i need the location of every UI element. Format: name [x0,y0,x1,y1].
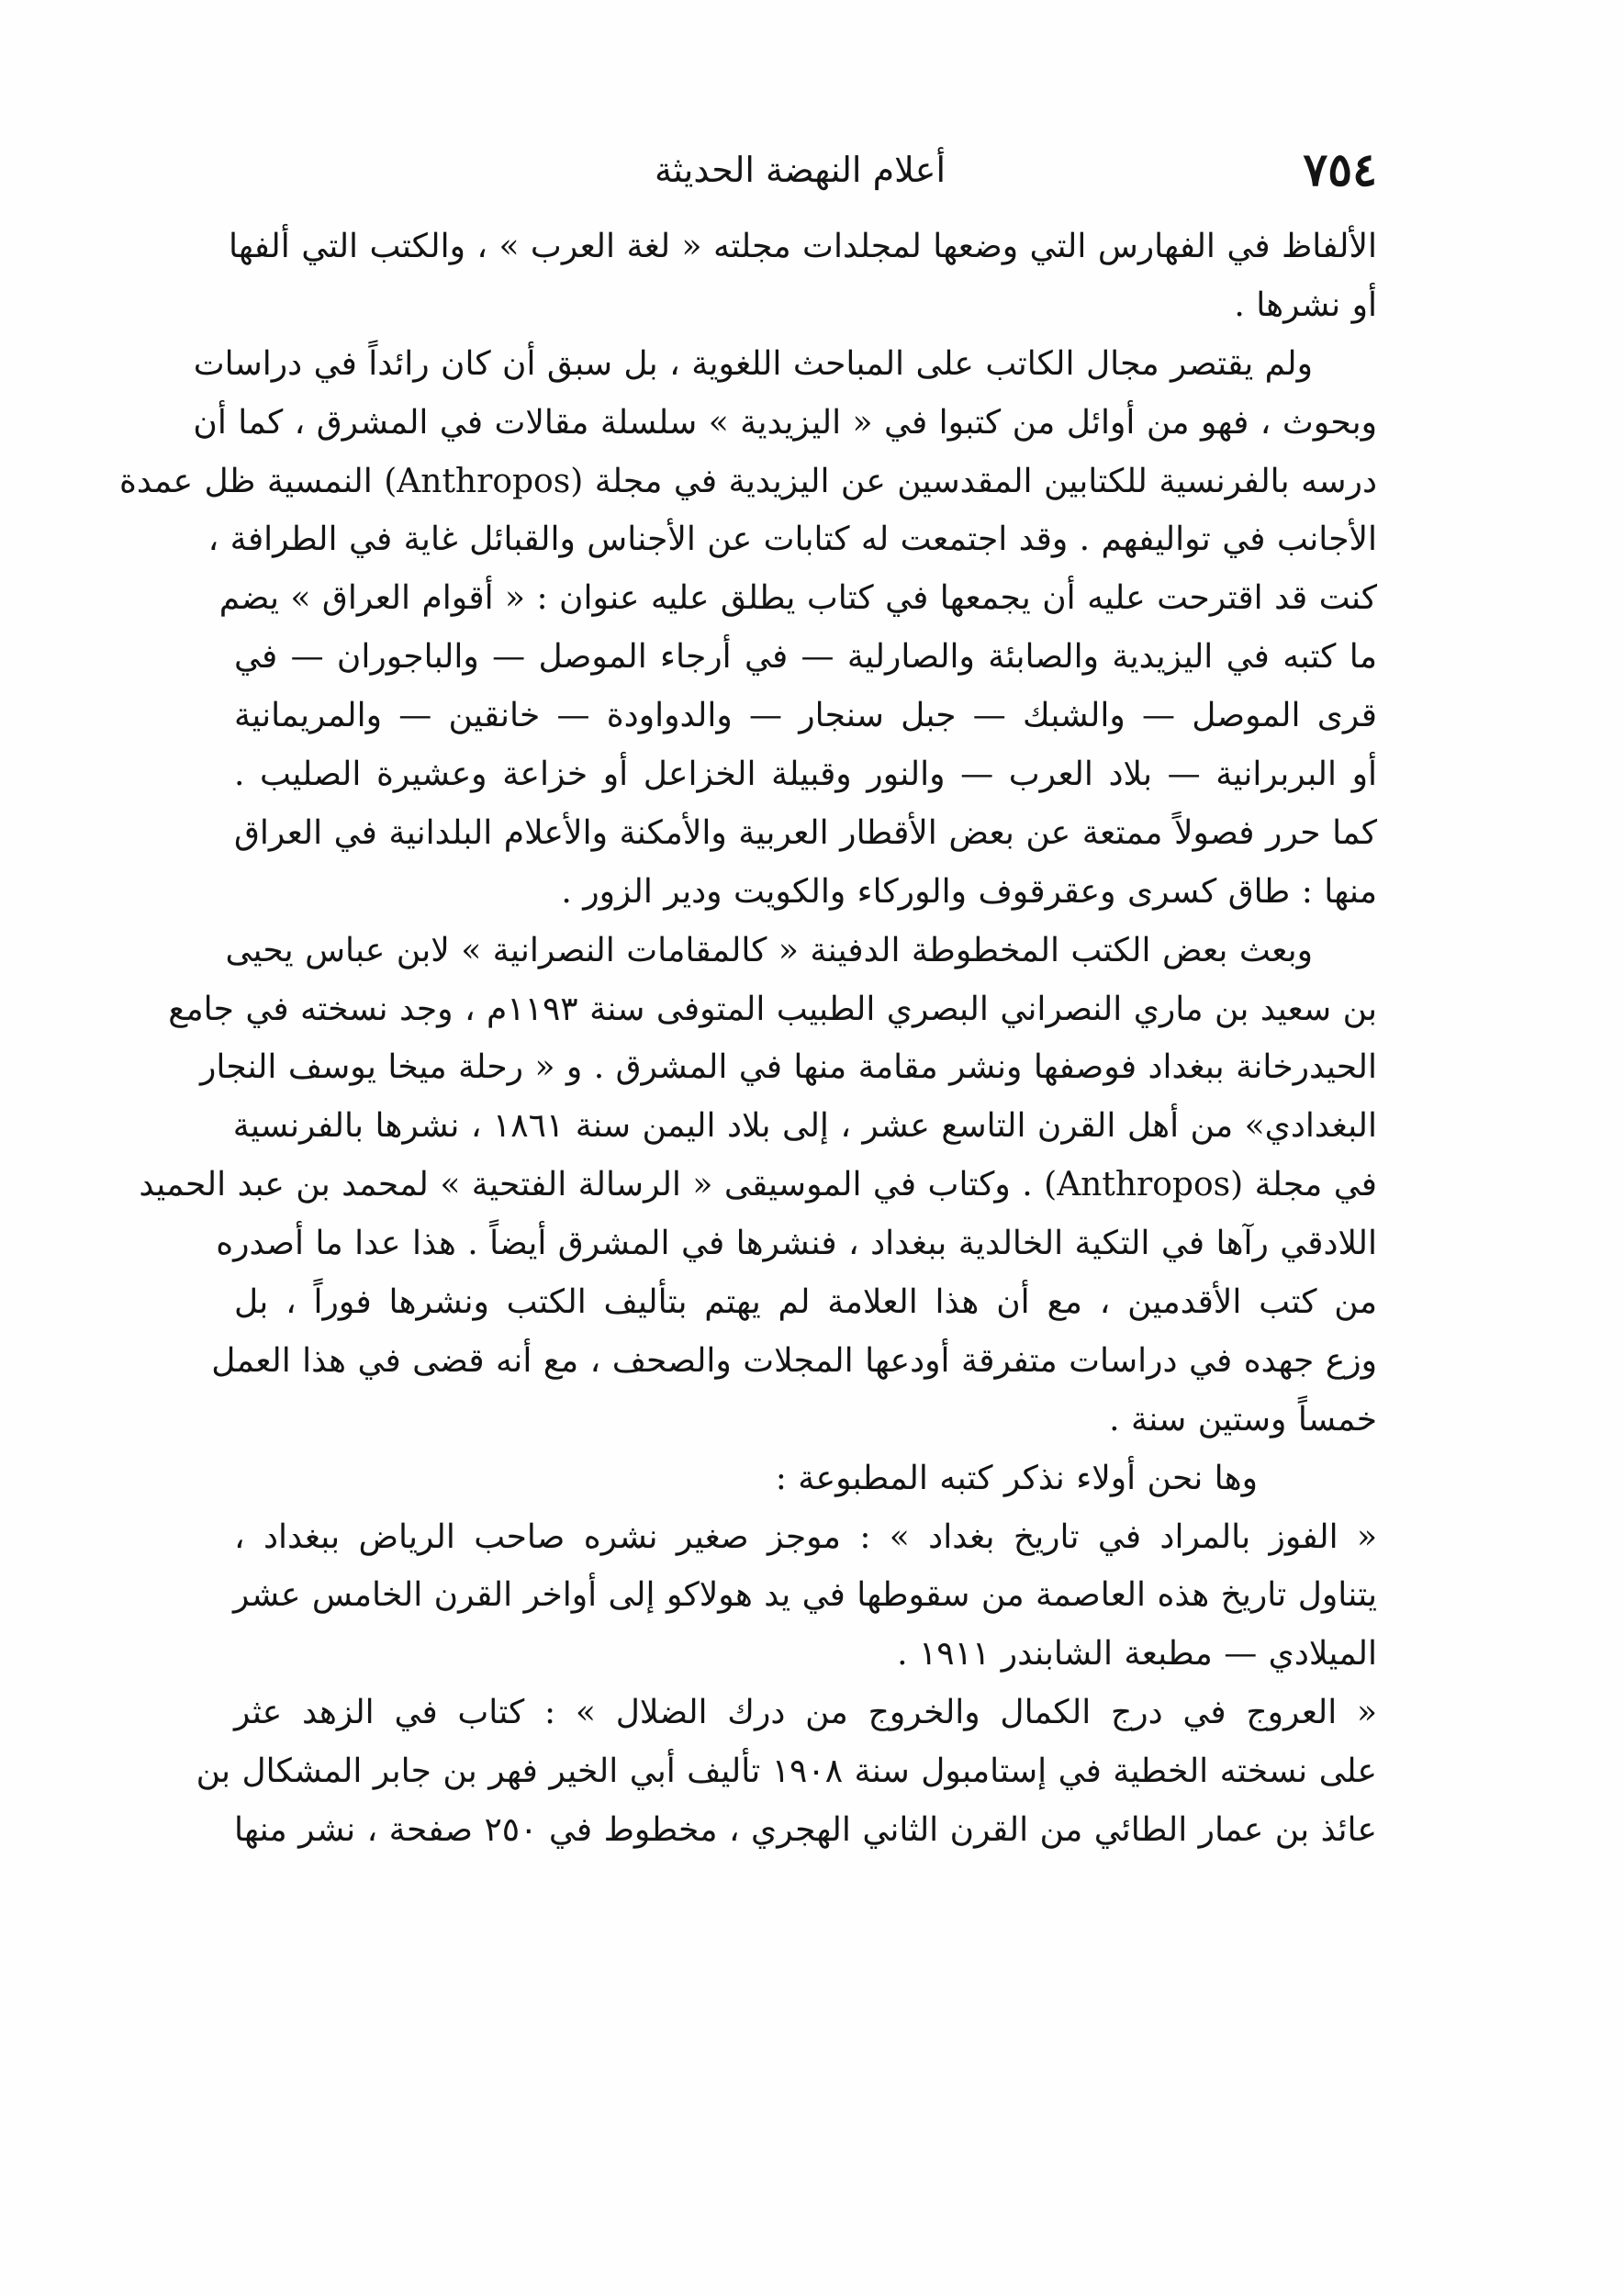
text-line: كما حرر فصولاً ممتعة عن بعض الأقطار العربية والأمكنة والأعلام البلدانية في العراق [234,813,1377,852]
text-line: « العروج في درج الكمال والخروج من درك الضلال » : كتاب في الزهد عثر [234,1694,1377,1732]
text-line: وزع جهده في دراسات متفرقة أودعها المجلات والصحف ، مع أنه قضى في هذا العمل [211,1341,1377,1380]
text-line: منها : طاق كسرى وعقرقوف والوركاء والكويت ودير الزور . [561,872,1377,911]
text-line: البغدادي» من أهل القرن التاسع عشر ، إلى بلاد اليمن سنة ١٨٦١ ، نشرها بالفرنسية [232,1107,1377,1146]
text-line: اللادقي رآها في التكية الخالدية ببغداد ، فنشرها في المشرق أيضاً . هذا عدا ما أصدره [216,1225,1377,1263]
page-number: ٧٥٤ [1303,142,1377,196]
text-line: كنت قد اقترحت عليه أن يجمعها في كتاب يطلق عليه عنوان : « أقوام العراق » يضم [218,579,1377,618]
text-line: عائذ بن عمار الطائي من القرن الثاني الهجري ، مخطوط في ٢٥٠ صفحة ، نشر منها [234,1811,1377,1850]
text-line: يتناول تاريخ هذه العاصمة من سقوطها في يد هولاكو إلى أواخر القرن الخامس عشر [232,1576,1377,1615]
running-header [234,138,1377,202]
text-line: وبعث بعض الكتب المخطوطة الدفينة « كالمقامات النصرانية » لابن عباس يحيى [225,931,1313,969]
text-line: قرى الموصل — والشبك — جبل سنجار — والدواودة — خانقين — والمريمانية [234,697,1377,735]
text-line: خمساً وستين سنة . [1109,1400,1377,1439]
text-line: درسه بالفرنسية للكتابين المقدسين عن اليزيدية في مجلة (Anthropos) النمسية ظل عمدة [119,462,1377,500]
body-text [119,218,1377,1860]
text-line: الأجانب في تواليفهم . وقد اجتمعت له كتابات عن الأجناس والقبائل غاية في الطرافة ، [207,521,1377,559]
text-line: من كتب الأقدمين ، مع أن هذا العلامة لم يهتم بتأليف الكتب ونشرها فوراً ، بل [234,1283,1377,1322]
text-line: أو البربرانية — بلاد العرب — والنور وقبيلة الخزاعل أو خزاعة وعشيرة الصليب . [234,756,1377,794]
text-line: على نسخته الخطية في إستامبول سنة ١٩٠٨ تأليف أبي الخير فهر بن جابر المشكال بن [196,1752,1377,1791]
text-line: أو نشرها . [1234,285,1377,324]
text-line: « الفوز بالمراد في تاريخ بغداد » : موجز صغير نشره صاحب الرياض ببغداد ، [234,1517,1377,1556]
text-line: الميلادي — مطبعة الشابندر ١٩١١ . [897,1635,1377,1674]
text-line: في مجلة (Anthropos) . وكتاب في الموسيقى « الرسالة الفتحية » لمحمد بن عبد الحميد [139,1166,1377,1204]
running-header-title: أعلام النهضة الحديثة [654,150,946,190]
text-line: وبحوث ، فهو من أوائل من كتبوا في « اليزيدية » سلسلة مقالات في المشرق ، كما أن [193,403,1377,442]
text-line: الألفاظ في الفهارس التي وضعها لمجلدات مجلته « لغة العرب » ، والكتب التي ألفها [229,228,1377,265]
text-line: ولم يقتصر مجال الكاتب على المباحث اللغوية ، بل سبق أن كان رائداً في دراسات [193,344,1313,383]
text-line: الحيدرخانة ببغداد فوصفها ونشر مقامة منها في المشرق . و « رحلة ميخا يوسف النجار [199,1048,1377,1087]
text-line: ما كتبه في اليزيدية والصابئة والصارلية — في أرجاء الموصل — والباجوران — في [234,638,1377,677]
text-line: وها نحن أولاء نذكر كتبه المطبوعة : [775,1459,1258,1497]
text-line: بن سعيد بن ماري النصراني البصري الطبيب المتوفى سنة ١١٩٣م ، وجد نسخته في جامع [168,990,1377,1028]
